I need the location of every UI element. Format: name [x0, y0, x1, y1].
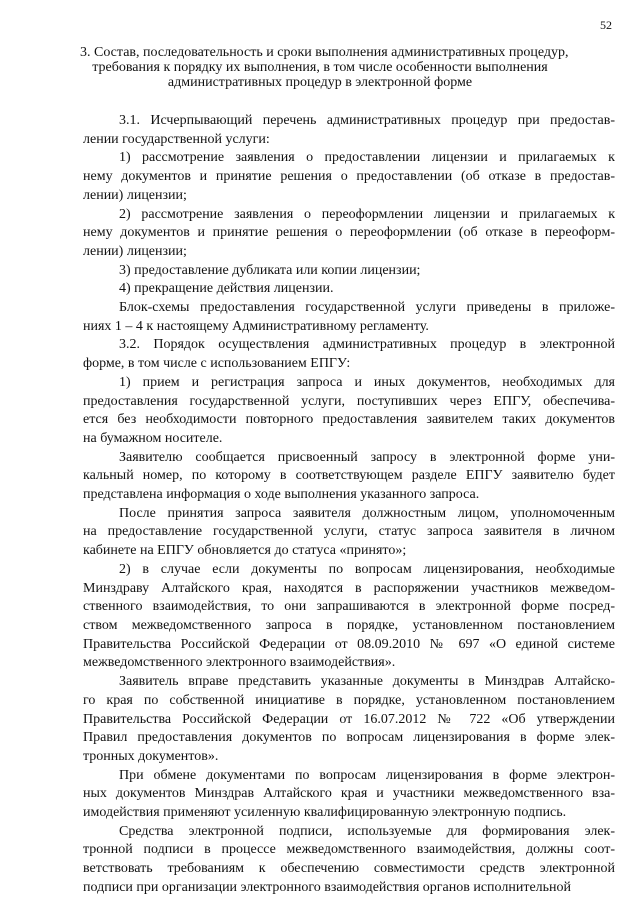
paragraph-line: 1) рассмотрение заявления о предоставлении лицензии и прилагаемых к [119, 150, 615, 166]
section-heading-line: административных процедур в электронной форме [167, 75, 473, 90]
paragraph-line: кабинете на ЕПГУ обновляется до статуса «принято»; [83, 543, 407, 559]
paragraph-line: кальный номер, по которому в соответствующем разделе ЕПГУ заявителю будет [83, 468, 615, 484]
paragraph-line: лении государственной услуги: [83, 131, 270, 147]
paragraph-line: 3) предоставление дубликата или копии лицензии; [119, 262, 421, 278]
paragraph [83, 299, 615, 336]
paragraph [83, 561, 615, 673]
paragraph-line: Средства электронной подписи, используемые для формирования элек- [119, 823, 615, 839]
paragraph-line: 2) рассмотрение заявления о переоформлении лицензии и прилагаемых к [119, 206, 615, 222]
paragraph-line: Заявителю сообщается присвоенный запросу в электронной форме уни- [119, 449, 615, 465]
paragraph-line: подписи при организации электронного взаимодействия органов исполнительной [83, 879, 572, 895]
paragraph [83, 280, 615, 299]
paragraph [83, 374, 615, 449]
paragraph-line: Заявитель вправе представить указанные документы в Минздрав Алтайско- [119, 674, 615, 690]
paragraph-line: нему документов и принятие решения о переоформлении (об отказе в переоформ- [83, 225, 615, 241]
paragraph-line: форме, в том числе с использованием ЕПГУ: [83, 356, 351, 372]
paragraph-line: предоставления государственной услуги, поступивших через ЕПГУ, обеспечива- [83, 393, 615, 409]
paragraph-line: на предоставление государственной услуги, статус запроса заявителя в личном [83, 524, 615, 540]
paragraph-line: нему документов и принятие решения о предоставлении (об отказе в предостав- [83, 169, 615, 185]
paragraph-line: имодействия применяют усиленную квалифицированную электронную подпись. [83, 805, 567, 821]
paragraph-line: лении) лицензии; [83, 187, 187, 203]
paragraph [83, 262, 615, 281]
paragraph [83, 505, 615, 561]
paragraph [83, 449, 615, 505]
paragraph-line: ветствовать требованиям к обеспечению совместимости средств электронной [83, 861, 615, 877]
section-heading [80, 45, 569, 90]
paragraph-line: Правительства Российской Федерации от 08.09.2010 № 697 «О единой системе [83, 636, 615, 652]
paragraph-line: 2) в случае если документы по вопросам лицензирования, необходимые [119, 561, 615, 577]
paragraph-line: 3.2. Порядок осуществления административных процедур в электронной [119, 337, 615, 353]
paragraph-line: тронной подписи в процессе межведомственного взаимодействия, должны соот- [83, 842, 615, 858]
paragraph-line: ниях 1 – 4 к настоящему Административному регламенту. [83, 318, 429, 334]
paragraph-line: лении) лицензии; [83, 243, 187, 259]
paragraph-line: Блок-схемы предоставления государственной услуги приведены в приложе- [119, 300, 615, 316]
paragraph-line: Правил предоставления документов по вопросам лицензирования в форме элек- [83, 730, 615, 746]
paragraph-line: Правительства Российской Федерации от 16.07.2012 № 722 «Об утверждении [83, 711, 615, 727]
paragraph-line: ством межведомственного запроса в порядке, установленном постановлением [83, 617, 615, 633]
section-heading-line: требования к порядку их выполнения, в том числе особенности выполнения [92, 60, 548, 75]
paragraph-line: межведомственного электронного взаимодействия». [83, 655, 396, 671]
paragraph [83, 112, 615, 149]
paragraph [83, 149, 615, 205]
paragraph-line: на бумажном носителе. [83, 430, 223, 446]
paragraph-line: 3.1. Исчерпывающий перечень административных процедур при предостав- [119, 113, 615, 128]
document-body [83, 112, 615, 898]
paragraph-line: ных документов Минздрав Алтайского края и участники межведомственного вза- [83, 786, 615, 802]
paragraph-line: После принятия запроса заявителя должностным лицом, уполномоченным [119, 505, 615, 521]
paragraph-line: 1) прием и регистрация запроса и иных документов, необходимых для [119, 374, 615, 390]
paragraph [83, 673, 615, 767]
page-number: 52 [600, 18, 612, 32]
paragraph-line: 4) прекращение действия лицензии. [119, 281, 334, 297]
paragraph-line: представлена информация о ходе выполнения указанного запроса. [83, 487, 480, 503]
paragraph-line: При обмене документами по вопросам лицензирования в форме электрон- [119, 767, 615, 783]
paragraph-line: го края по собственной инициативе в порядке, установленном постановлением [83, 692, 615, 708]
paragraph-line: Минздраву Алтайского края, находятся в распоряжении участников межведом- [83, 580, 615, 596]
paragraph [83, 336, 615, 373]
paragraph-line: ственного взаимодействия, то они запрашиваются в электронной форме посред- [83, 599, 615, 615]
paragraph [83, 823, 615, 898]
paragraph-line: тронных документов». [83, 748, 219, 764]
paragraph-line: ется без необходимости повторного предоставления заявителем таких документов [83, 412, 615, 428]
paragraph [83, 206, 615, 262]
section-heading-line: 3. Состав, последовательность и сроки выполнения административных процедур, [80, 45, 569, 60]
paragraph [83, 767, 615, 823]
